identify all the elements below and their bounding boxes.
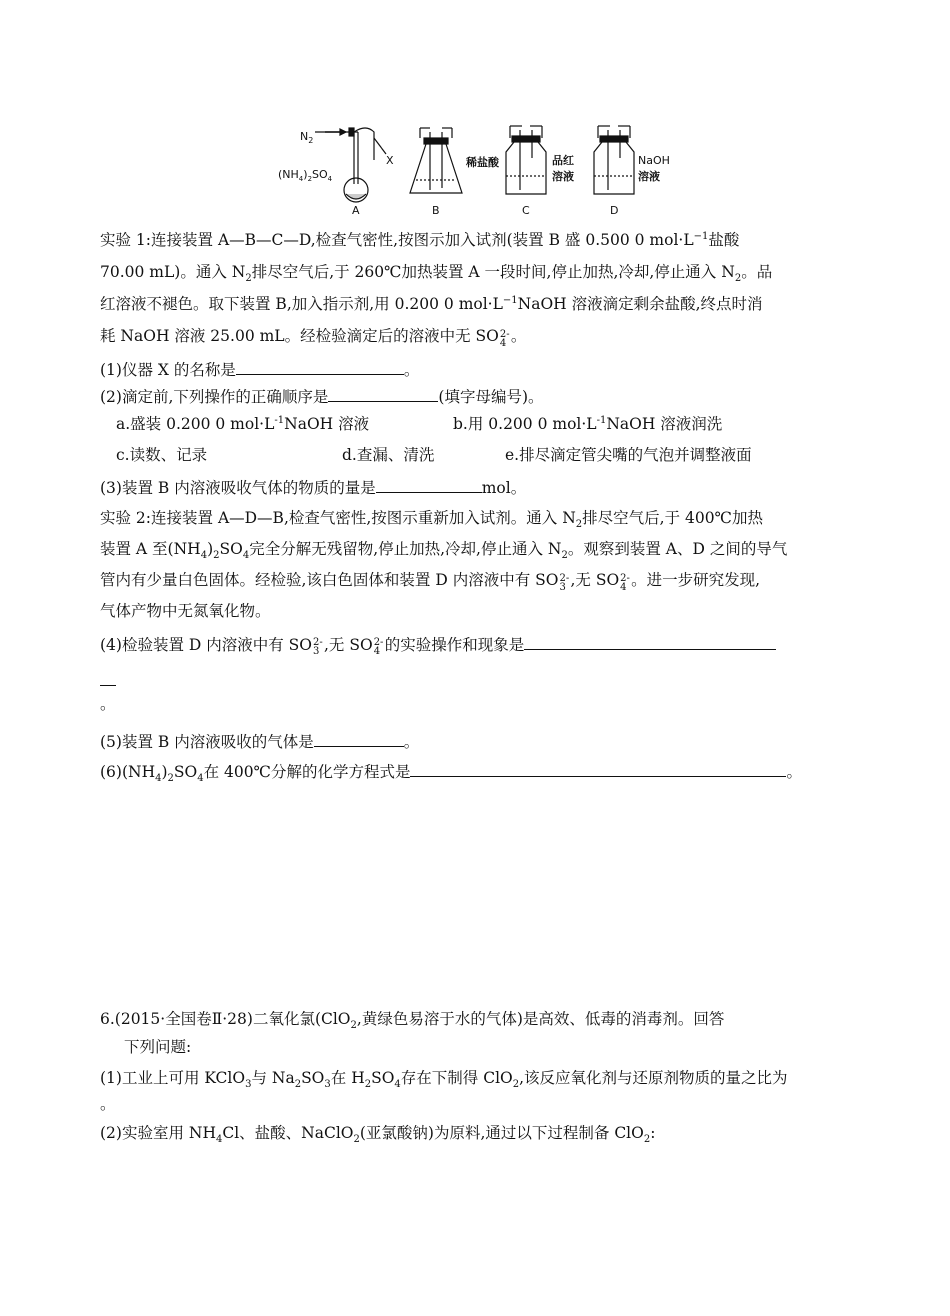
d-liquid-label-1: NaOH — [638, 154, 670, 167]
problem-6-line-2: 下列问题: — [124, 1038, 192, 1056]
exp1-line-1: 实验 1:连接装置 A—B—C—D,检查气密性,按图示加入试剂(装置 B 盛 0.500 0 $mol\cdot L^{-1}$盐酸 — [100, 230, 740, 249]
exp1-line-2: 70.00 mL)。通入 $N_2$排尽空气后,于 260℃加热装置 A 一段时间,停止加热,冷却,停止通入 $N_2$。品 — [100, 263, 773, 285]
option-a: a.盛装 0.200 0 $mol\cdot L^{-1}NaOH$ 溶液 — [116, 414, 370, 433]
b-liquid-label: 稀盐酸 — [466, 156, 499, 169]
label-a: A — [352, 204, 360, 217]
sulfite-ion: 2- 3 — [559, 573, 570, 593]
option-d: d.查漏、清洗 — [342, 446, 435, 464]
c-liquid-label-2: 溶液 — [552, 170, 574, 183]
d-liquid-label-2: 溶液 — [638, 170, 660, 183]
apparatus-d — [594, 126, 634, 194]
problem-6-question-2: (2)实验室用 $NH_4Cl$、盐酸、NaClO$_2$(亚氯酸钠)为原料,通过以下过程制备 ClO$_2$: — [100, 1124, 656, 1146]
question-2: (2)滴定前,下列操作的正确顺序是 (填字母编号)。 — [100, 388, 544, 406]
option-b: b.用 0.200 0 $mol\cdot L^{-1}NaOH$ 溶液润洗 — [453, 414, 723, 433]
apparatus-c — [506, 126, 546, 194]
answer-blank-4-continued[interactable] — [100, 670, 116, 686]
exp1-line-3: 红溶液不褪色。取下装置 B,加入指示剂,用 0.200 0 $mol\cdot L^{-1}NaOH$ 溶液滴定剩余盐酸,终点时消 — [100, 294, 763, 313]
label-c: C — [522, 204, 530, 217]
exp2-line-4: 气体产物中无氮氧化物。 — [100, 602, 271, 620]
answer-blank-4[interactable] — [524, 634, 776, 650]
sulfate-ion: 2- 4 — [373, 637, 384, 657]
question-1: (1)仪器 X 的名称是 。 — [100, 361, 420, 379]
sulfite-ion: 2- 3 — [313, 637, 323, 657]
problem-6-line-1: 6.(2015·全国卷Ⅱ·28)二氧化氯(ClO$_2$,黄绿色易溶于水的气体)是高效、低毒的消毒剂。回答 — [100, 1010, 725, 1032]
label-b: B — [432, 204, 440, 217]
sulfate-ion: 2- 4 — [620, 573, 630, 593]
exp1-line-4: 耗 NaOH 溶液 25.00 mL。经检验滴定后的溶液中无 SO 2- 4 。 — [100, 327, 527, 349]
x-label: X — [386, 154, 394, 167]
problem-6-question-1: (1)工业上可用 KClO$_3$与 $Na_2SO_3$在 $H_2SO_4$存在下制得 ClO$_2$,该反应氧化剂与还原剂物质的量之比为 — [100, 1069, 788, 1091]
apparatus-figure — [270, 118, 670, 218]
answer-blank-3[interactable] — [376, 477, 482, 493]
answer-blank-2[interactable] — [328, 386, 438, 402]
reagent-a-label: $(NH_4)_2SO_4$ — [278, 168, 333, 183]
answer-blank-5[interactable] — [314, 731, 404, 747]
answer-blank-6[interactable] — [410, 761, 786, 777]
exp2-line-1: 实验 2:连接装置 A—D—B,检查气密性,按图示重新加入试剂。通入 $N_2$排尽空气后,于 400℃加热 — [100, 509, 763, 531]
exp2-line-2: 装置 A 至$(NH_4)_2SO_4$完全分解无残留物,停止加热,冷却,停止通入 $N_2$。观察到装置 A、D 之间的导气 — [100, 540, 788, 562]
apparatus-b — [410, 128, 462, 193]
question-4-end: 。 — [100, 695, 116, 713]
c-liquid-label-1: 品红 — [552, 154, 574, 167]
answer-blank-1[interactable] — [236, 359, 404, 375]
question-6: $(6)(NH_4)_2SO_4$在 400℃分解的化学方程式是 。 — [100, 763, 802, 785]
option-e: e.排尽滴定管尖嘴的气泡并调整液面 — [505, 446, 752, 464]
apparatus-a — [315, 128, 386, 202]
label-d: D — [610, 204, 619, 217]
option-c: c.读数、记录 — [116, 446, 208, 464]
problem-6-question-1-end: 。 — [100, 1095, 116, 1113]
sulfate-ion: 2- 4 — [499, 329, 510, 349]
n2-label: $N_2$ — [300, 130, 314, 145]
question-4: (4)检验装置 D 内溶液中有 SO 2- 3 ,无 SO 2- 4 的实验操作和现象是 — [100, 634, 776, 655]
question-5: (5)装置 B 内溶液吸收的气体是 。 — [100, 733, 420, 751]
exp2-line-3: 管内有少量白色固体。经检验,该白色固体和装置 D 内溶液中有 SO 2- 3 ,无 SO 2- 4 。进一步研究发现, — [100, 571, 761, 593]
question-3: (3)装置 B 内溶液吸收气体的物质的量是 mol。 — [100, 479, 527, 497]
